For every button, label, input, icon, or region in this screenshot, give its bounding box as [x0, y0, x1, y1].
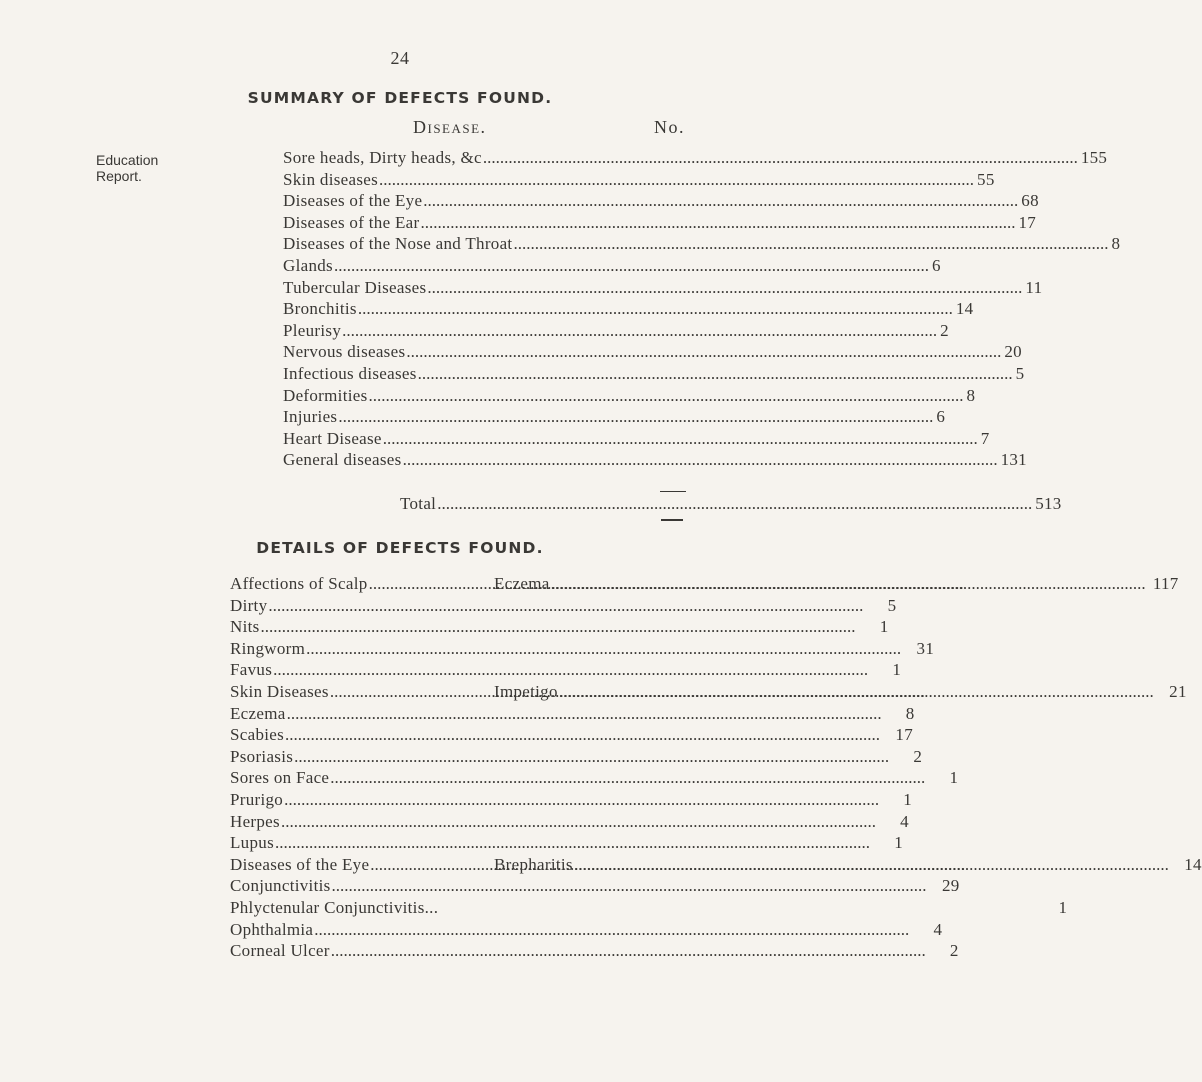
details-item-name: Prurigo: [230, 789, 284, 809]
summary-count: 20: [1004, 342, 1022, 362]
details-group: [230, 855, 494, 875]
details-row: [230, 768, 959, 790]
leader-dots: [261, 617, 856, 637]
details-item: [230, 876, 960, 896]
details-item-count: 4: [900, 811, 909, 831]
details-item: [230, 898, 1067, 918]
leader-dots: [551, 574, 1146, 594]
summary-count: 17: [1018, 212, 1037, 232]
summary-count: 55: [977, 169, 995, 189]
summary-row: [283, 385, 976, 408]
summary-count: 11: [1025, 277, 1043, 297]
details-table: [230, 574, 1202, 963]
details-row: [230, 833, 903, 855]
leader-dots: [331, 941, 926, 961]
summary-disease-name: Diseases of the Eye: [283, 191, 423, 211]
side-label: [96, 152, 158, 184]
details-row: [230, 725, 914, 747]
page-number: 24: [390, 48, 410, 68]
details-item: [494, 855, 1202, 875]
summary-table: [283, 148, 1121, 472]
leader-dots: [284, 790, 879, 810]
summary-disease-name: Nervous diseases: [283, 342, 406, 362]
leader-dots: [338, 407, 933, 427]
summary-disease-name: Glands: [283, 255, 333, 275]
leader-dots: [334, 256, 929, 276]
details-item-name: Ringworm: [230, 638, 306, 658]
summary-row: [283, 234, 1121, 256]
leader-dots: [574, 855, 1169, 875]
details-row: [230, 617, 889, 639]
details-item-count: 5: [887, 595, 897, 615]
details-item: [230, 704, 915, 724]
summary-disease-name: Bronchitis: [283, 299, 357, 319]
details-row: [230, 638, 935, 661]
summary-disease-name: Heart Disease: [283, 428, 382, 448]
details-item-count: 8: [905, 703, 915, 723]
details-item-name: Brepharitis: [494, 854, 573, 874]
summary-disease-name: Infectious diseases: [283, 363, 417, 383]
details-group-name: Affections of Scalp: [230, 574, 368, 593]
leader-dots: [559, 682, 1154, 702]
summary-row: [283, 320, 949, 343]
details-item: [230, 660, 901, 680]
summary-row: [283, 363, 1025, 386]
details-item-name: Eczema: [494, 574, 550, 593]
details-item-name: Scabies: [230, 725, 285, 745]
details-group-name: Diseases of the Eye: [230, 854, 370, 874]
details-item-count: 29: [941, 876, 960, 896]
leader-dots: [403, 450, 998, 470]
details-row: [230, 574, 1179, 596]
summary-row: [283, 255, 941, 278]
details-row: [230, 595, 897, 618]
summary-count: 68: [1021, 191, 1039, 211]
details-item: [230, 725, 913, 745]
details-item-count: 14: [1184, 854, 1202, 874]
leader-dots: [287, 704, 882, 724]
side-label-line-1: Education: [96, 152, 159, 168]
leader-dots: [268, 596, 863, 616]
details-item: [230, 790, 912, 810]
summary-row: [283, 428, 990, 451]
leader-dots: [273, 660, 868, 680]
details-row: [230, 811, 909, 834]
summary-disease-name: General diseases: [283, 450, 402, 470]
details-item-name: Eczema: [230, 703, 286, 723]
leader-dots: [281, 812, 876, 832]
details-item-count: 1: [949, 768, 959, 788]
details-item: [230, 941, 959, 961]
summary-heading: SUMMARY OF DEFECTS FOUND.: [247, 89, 553, 107]
leader-dots: [369, 386, 964, 406]
total-row: [400, 494, 1062, 516]
details-item-count: 1: [903, 789, 913, 809]
details-item-count: 117: [1152, 574, 1179, 593]
leader-dots: [358, 299, 953, 319]
details-row: [230, 681, 1187, 704]
leader-dots: [427, 278, 1022, 298]
details-row: [230, 746, 923, 769]
details-item: [230, 812, 909, 832]
details-item-count: 4: [933, 919, 943, 939]
summary-count: 8: [966, 385, 976, 405]
leader-dots: [483, 148, 1078, 168]
details-row: [230, 854, 1202, 877]
summary-row: [283, 277, 1043, 300]
details-item-name: Nits: [230, 617, 260, 637]
summary-disease-name: Tubercular Diseases: [283, 277, 427, 297]
leader-dots: [332, 876, 927, 896]
details-heading: DETAILS OF DEFECTS FOUND.: [256, 539, 544, 557]
summary-row: [283, 212, 1037, 235]
summary-disease-name: Sore heads, Dirty heads, &c: [283, 148, 482, 167]
leader-dots: [330, 768, 925, 788]
details-item-name: Impetigo: [494, 681, 558, 701]
details-item-count: 1: [894, 833, 903, 853]
total-rule: [660, 491, 686, 492]
details-item-name: Sores on Face: [230, 768, 330, 788]
details-item-count: 2: [913, 746, 923, 766]
summary-disease-name: Deformities: [283, 385, 368, 405]
details-item: [230, 747, 922, 767]
leader-dots: [423, 191, 1018, 211]
leader-dots: [306, 639, 901, 659]
leader-dots: [383, 429, 978, 449]
summary-row: [283, 148, 1108, 170]
details-item-name: Favus: [230, 660, 273, 680]
details-row: [230, 897, 1068, 920]
details-row: [230, 660, 902, 682]
summary-row: [283, 169, 995, 192]
summary-row: [283, 342, 1022, 364]
details-item: [230, 768, 958, 788]
details-group: [230, 682, 494, 702]
details-item-count: 1: [1058, 897, 1068, 917]
details-item-name: Psoriasis: [230, 746, 294, 766]
details-item-name: Conjunctivitis: [230, 876, 331, 896]
summary-row: [283, 407, 946, 429]
summary-count: 6: [936, 407, 946, 427]
leader-dots: [294, 747, 889, 767]
details-group: [230, 574, 494, 594]
leader-dots: [342, 321, 937, 341]
details-item: [230, 833, 903, 853]
details-row: [230, 789, 913, 812]
summary-count: 2: [940, 320, 949, 340]
details-item-count: 2: [949, 941, 959, 961]
details-item-count: 21: [1169, 681, 1187, 701]
leader-dots: [314, 920, 909, 940]
details-item: [494, 574, 1179, 594]
summary-disease-name: Skin diseases: [283, 169, 379, 189]
details-item-count: 31: [916, 638, 935, 658]
details-item-name: Corneal Ulcer: [230, 941, 330, 961]
details-row: [230, 919, 943, 942]
details-item-name: Dirty: [230, 595, 268, 615]
summary-count: 131: [1000, 450, 1027, 470]
details-item-name: Phlyctenular Conjunctivitis...: [230, 897, 439, 917]
details-item-count: 1: [892, 660, 902, 680]
details-group-name: Skin Diseases: [230, 681, 329, 701]
details-item-name: Herpes: [230, 811, 280, 831]
details-item: [230, 596, 896, 616]
summary-disease-name: Injuries: [283, 407, 338, 427]
leader-dots: [406, 342, 1001, 362]
details-row: [230, 941, 959, 963]
details-item: [230, 617, 889, 637]
total-underline: [661, 519, 683, 521]
summary-count: 8: [1111, 234, 1121, 254]
details-item: [494, 682, 1187, 702]
details-item-name: Lupus: [230, 833, 274, 853]
details-item-name: Ophthalmia: [230, 919, 314, 939]
leader-dots: [285, 725, 880, 745]
details-item-count: 1: [879, 617, 889, 637]
summary-disease-name: Pleurisy: [283, 320, 342, 340]
details-row: [230, 876, 960, 898]
summary-count: 6: [931, 255, 941, 275]
total-value: 513: [1035, 494, 1062, 513]
summary-row: [283, 450, 1027, 472]
total-label: Total: [400, 494, 437, 513]
column-header-no: No.: [654, 117, 685, 137]
leader-dots: [513, 234, 1108, 254]
details-item-count: 17: [895, 725, 914, 745]
details-row: [230, 703, 915, 726]
summary-count: 7: [980, 428, 990, 448]
summary-count: 155: [1080, 148, 1108, 167]
summary-row: [283, 299, 974, 321]
leader-dots: [418, 364, 1013, 384]
leader-dots: [275, 833, 870, 853]
summary-count: 14: [955, 299, 974, 319]
leader-dots: [379, 170, 974, 190]
leader-dots: [437, 494, 1032, 514]
summary-count: 5: [1015, 363, 1025, 383]
summary-disease-name: Diseases of the Nose and Throat: [283, 234, 513, 254]
side-label-line-2: Report.: [96, 168, 142, 184]
summary-disease-name: Diseases of the Ear: [283, 212, 420, 232]
details-item: [230, 920, 942, 940]
details-item: [230, 639, 934, 659]
leader-dots: [420, 213, 1015, 233]
column-header-disease: Disease.: [413, 117, 487, 137]
summary-row: [283, 191, 1039, 213]
